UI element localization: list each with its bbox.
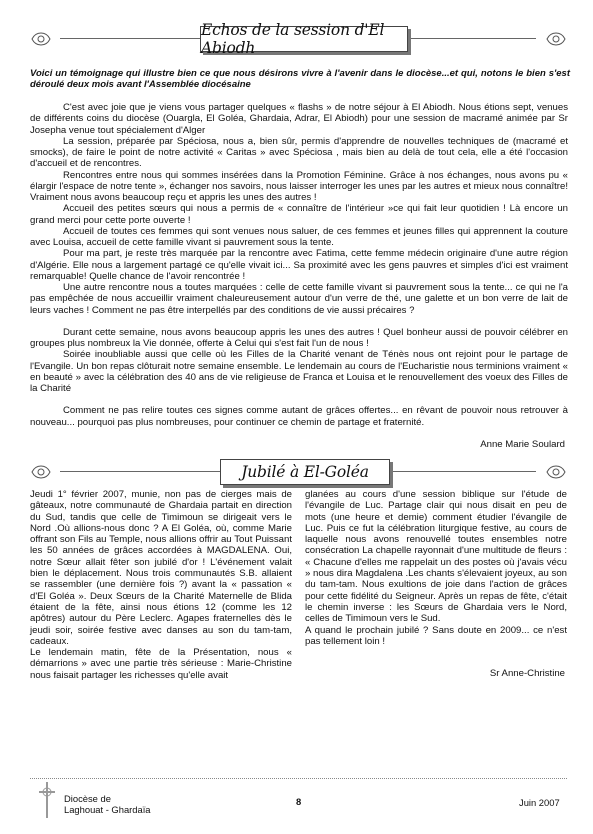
- right-column: [305, 489, 567, 647]
- paragraph: C'est avec joie que je viens vous partager quelques « flashs » de notre séjour à El Abiodh. Nous étions sept, venues de différents coins du diocèse (Ouargla, El Goléa, Ghardaia, Adrar, El Abiodh) pour une session de macramé animée par Sr Josepha venue tout spécialement d'Alger: [30, 102, 568, 136]
- banner-rule-right: [390, 471, 536, 472]
- footer-diocese-line: Laghouat - Ghardaïa: [64, 804, 151, 815]
- title-box: [200, 21, 408, 57]
- ornament-icon: [545, 29, 567, 49]
- intro-text: Voici un témoignage qui illustre bien ce que nous désirons vivre à l'avenir dans le diocèse...et qui, notons le bien s'est déroulé deux mois avant l'Assemblée diocésaine: [30, 68, 570, 91]
- ornament-icon: [30, 29, 52, 49]
- article-body: [30, 102, 568, 428]
- cross-icon: [36, 780, 58, 820]
- footer-date: Juin 2007: [519, 797, 560, 808]
- paragraph: La session, préparée par Spéciosa, nous a, bien sûr, permis d'apprendre de nouvelles techniques de (macramé et smocks), de faire le point de notre activité « Caritas » avec Spéciosa , mais bien au delà de tout cela, elle a été l'occasion d'accueil et de rencontres.: [30, 135, 568, 170]
- footer-diocese-line: Diocèse de: [64, 793, 111, 804]
- signature: Anne Marie Soulard: [480, 439, 565, 450]
- left-column: [30, 489, 292, 681]
- paragraph: Accueil de toutes ces femmes qui sont venues nous saluer, de ces femmes et jeunes filles qui apprennent la couture avec Louisa, accueil de cette famille vivant si pauvrement sous la tente.: [30, 225, 568, 248]
- section-title: Echos de la session d'El Abiodh: [201, 21, 385, 57]
- paragraph: Accueil des petites sœurs qui nous a permis de « connaître de l'intérieur »ce qui fait leur quotidien ! Là encore un grand merci pour cette porte ouverte !: [30, 203, 568, 226]
- paragraph: Comment ne pas relire toutes ces signes comme autant de grâces offertes... en rêvant de pouvoir nous retrouver à nouveau... pourquoi pas plus nombreuses, pour continuer ce chemin de partage et fraternité.: [30, 405, 568, 428]
- ornament-icon: [545, 462, 567, 482]
- section-title: Jubilé à El-Goléa: [241, 463, 369, 481]
- paragraph: Soirée inoubliable aussi que celle où les Filles de la Charité venant de Ténès nous ont rejoint pour le partage de l'Evangile. Un bon repas clôturait notre semaine ensemble. Le lendemain au cours de l'Eucharistie nous terminions vraiment « en beauté » avec la célébration des 40 ans de vie religieuse de Franca et Louisa et le renouvellement des voeux des Filles de la Charité: [30, 349, 568, 394]
- banner-rule-left: [60, 38, 200, 39]
- section-banner-jubile: [30, 459, 567, 485]
- paragraph: Une autre rencontre nous a toutes marquées : celle de cette famille vivant si pauvrement sous la tente... ce qui ne l'a pas empêchée de nous accueillir vraiment chaleureusement autour d'un verre de thé, une galette et un bon verre de lait de leurs vaches ! Comment ne pas être interpellés par des conditions de vie aussi précaires ?: [30, 282, 568, 316]
- signature: Sr Anne-Christine: [489, 668, 565, 679]
- footer-divider: [30, 778, 567, 779]
- paragraph: Durant cette semaine, nous avons beaucoup appris les unes des autres ! Quel bonheur aussi de pouvoir célébrer en groupes plus nombreux la Vie donnée, offerte à Celui qui s'est fait l'un de nous !: [30, 326, 568, 349]
- section-banner-el-abiodh: [30, 21, 567, 57]
- title-box: [220, 459, 390, 485]
- paragraph: Le lendemain matin, fête de la Présentation, nous « démarrions » avec une partie très sérieuse : Marie-Christine nous faisait partager les richesses qu'elle avait: [30, 647, 292, 681]
- paragraph: Pour ma part, je reste très marquée par la rencontre avec Fatima, cette femme médecin originaire d'une autre région d'Algérie. Elle nous a largement partagé ce qu'elle vivait ici... Sa proximité avec les gens pauvres et simples d'ici est vraiment remarquable! Quelle chance de l'avoir rencontrée !: [30, 248, 568, 282]
- paragraph: Rencontres entre nous qui sommes insérées dans la Promotion Féminine. Grâce à nos échanges, nous avons pu « élargir l'espace de notre tente », échanger nos savoirs, nous laisser interroger les unes par les autres et mieux nous connaître! Vraiment nous avons beaucoup reçu et appris les unes des autres !: [30, 169, 568, 203]
- paragraph: Jeudi 1° février 2007, munie, non pas de cierges mais de gâteaux, notre communauté de Ghardaia partait en direction du Sud, tandis que celle de Timimoun se dirigeait vers le Nord .Où allions-nous donc ? A El Goléa, où, comme Marie offrant son Fils au Temple, nous allions offrir au Tout Puissant les 50 années de grâces accordées à MAGDALENA. Oui, notre Sœur allait fêter son jubilé d'or ! L'événement valait bien le déplacement. Nous trois communautés S.B. allaient se rassembler (une dernière fois ?) avant la « passation « d'El Goléa ». Deux Sœurs de la Charité Maternelle de Blida étaient de la fête, ainsi nous étions 12 (comme les 12 apôtres) autour du Père Leclerc. Agapes fraternelles dès le jeudi soir, soirée festive avec danses au son du tam-tam, cadeaux.: [30, 489, 292, 647]
- ornament-icon: [30, 462, 52, 482]
- footer-diocese: [64, 793, 151, 815]
- paragraph: A quand le prochain jubilé ? Sans doute en 2009... ce n'est pas tellement loin !: [305, 624, 567, 647]
- banner-rule-right: [408, 38, 536, 39]
- paragraph: glanées au cours d'une session biblique sur l'étude de l'évangile de Luc. Partage clair qui nous disait en peu de mots (une heure et demie) comment étudier l'évangile de Luc. Puis ce fut la célébration liturgique festive, au cours de laquelle nous avons renouvellé toutes ensembles notre consécration La chapelle rayonnait d'une multitude de fleurs : « Chacune d'elles me rappelait un des postes où j'avais vécu » nous dira Magdalena .Les chants s'élevaient joyeux, au son du tam-tam. Nous exultions de joie dans l'action de grâces pour cette fidélité du Seigneur. Après un repas de fête, c'était le chemin inverse : les Sœurs de Ghardaia vers le Nord, celles de Timimoun vers le Sud.: [305, 489, 567, 625]
- banner-rule-left: [60, 471, 220, 472]
- page-number: 8: [296, 796, 302, 807]
